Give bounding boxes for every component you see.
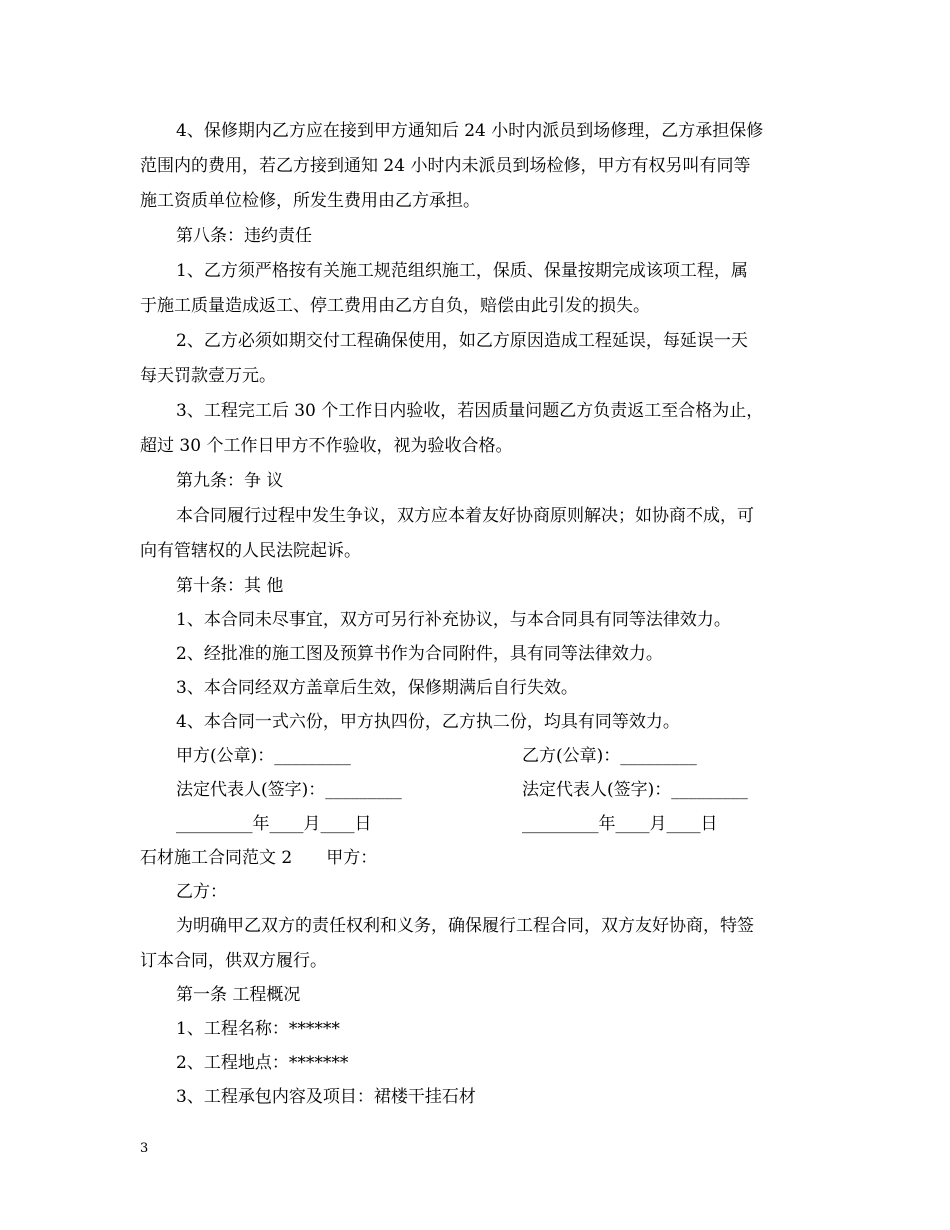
article-10-item-4: 4、本合同一式六份，甲方执四份，乙方执二份，均具有同等效力。 (176, 712, 680, 732)
article-8-item-1-line1: 1、乙方须严格按有关施工规范组织施工，保质、保量按期完成该项工程，属 (176, 261, 748, 281)
project-location: 2、工程地点：******* (176, 1053, 349, 1073)
article-8-item-2-line1: 2、乙方必须如期交付工程确保使用，如乙方原因造成工程延误，每延误一天 (176, 331, 748, 351)
article-1-heading: 第一条 工程概况 (176, 985, 301, 1005)
article-8-heading: 第八条：违约责任 (176, 226, 312, 246)
clause-4-warranty-line3: 施工资质单位检修，所发生费用由乙方承担。 (140, 191, 480, 211)
article-10-item-2: 2、经批准的施工图及预算书作为合同附件，具有同等法律效力。 (176, 644, 663, 664)
party-a-representative-field: 法定代表人(签字)：_________ (176, 780, 402, 800)
article-10-item-3: 3、本合同经双方盖章后生效，保修期满后自行失效。 (176, 678, 578, 698)
article-10-heading: 第十条：其 他 (176, 576, 284, 596)
article-8-item-3-line1: 3、工程完工后 30 个工作日内验收，若因质量问题乙方负责返工至合格为止， (176, 401, 764, 421)
project-name: 1、工程名称：****** (176, 1019, 340, 1039)
clause-4-warranty-line1: 4、保修期内乙方应在接到甲方通知后 24 小时内派员到场修理，乙方承担保修 (176, 121, 764, 141)
article-8-item-1-line2: 于施工质量造成返工、停工费用由乙方自负，赔偿由此引发的损失。 (140, 296, 650, 316)
party-b-seal-field: 乙方(公章)：_________ (522, 746, 697, 766)
article-8-item-3-line2: 超过 30 个工作日甲方不作验收，视为验收合格。 (140, 436, 513, 456)
project-scope: 3、工程承包内容及项目：裙楼干挂石材 (176, 1087, 476, 1107)
preamble-line2: 订本合同，供双方履行。 (140, 951, 327, 971)
party-b-representative-field: 法定代表人(签字)：_________ (522, 780, 748, 800)
article-9-text-line1: 本合同履行过程中发生争议，双方应本着友好协商原则解决；如协商不成，可 (176, 506, 754, 526)
party-a-seal-field: 甲方(公章)：_________ (176, 746, 351, 766)
party-b-date-field: _________年____月____日 (522, 814, 718, 834)
preamble-line1: 为明确甲乙双方的责任权利和义务，确保履行工程合同，双方友好协商，特签 (176, 916, 754, 936)
clause-4-warranty-line2: 范围内的费用，若乙方接到通知 24 小时内未派员到场检修，甲方有权另叫有同等 (140, 156, 751, 176)
article-8-item-2-line2: 每天罚款壹万元。 (140, 366, 276, 386)
article-10-item-1: 1、本合同未尽事宜，双方可另行补充协议，与本合同具有同等法律效力。 (176, 610, 731, 630)
article-9-heading: 第九条：争 议 (176, 471, 284, 491)
article-9-text-line2: 向有管辖权的人民法院起诉。 (140, 541, 361, 561)
party-a-date-field: _________年____月____日 (176, 814, 372, 834)
second-contract-title: 石材施工合同范文 2 甲方： (140, 848, 378, 868)
page-number: 3 (140, 1141, 149, 1156)
party-b-label: 乙方： (176, 882, 227, 902)
